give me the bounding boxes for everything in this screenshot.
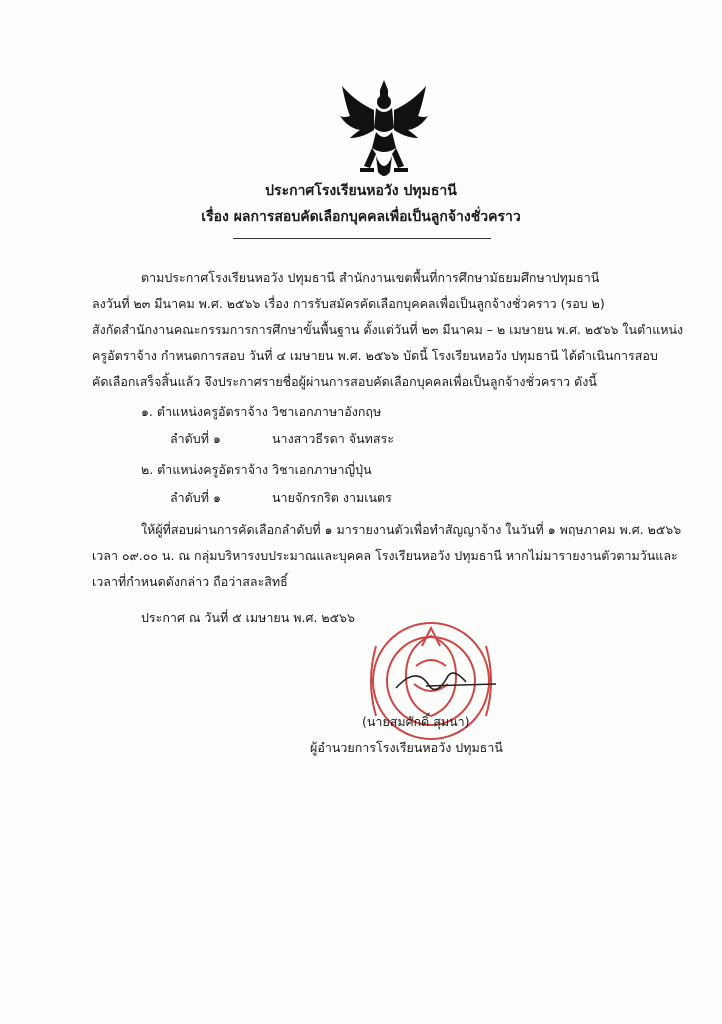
position-heading: ๑. ตำแหน่งครูอัตราจ้าง วิชาเอกภาษาอังกฤษ xyxy=(141,404,382,419)
garuda-emblem-icon xyxy=(336,76,432,186)
document-title: ประกาศโรงเรียนหอวัง ปทุมธานี xyxy=(265,183,457,199)
body-line: ตามประกาศโรงเรียนหอวัง ปทุมธานี สำนักงานเขตพื้นที่การศึกษามัธยมศึกษาปทุมธานี xyxy=(141,270,600,285)
school-seal-icon xyxy=(356,606,506,756)
announcement-date: ประกาศ ณ วันที่ ๕ เมษายน พ.ศ. ๒๕๖๖ xyxy=(141,610,355,625)
rank-label: ลำดับที่ ๑ xyxy=(170,490,221,505)
rank-label: ลำดับที่ ๑ xyxy=(170,431,221,446)
title-divider xyxy=(233,238,491,239)
signatory-name: (นายสมศักดิ์ สุมนา) xyxy=(362,714,470,729)
signatory-position: ผู้อำนวยการโรงเรียนหอวัง ปทุมธานี xyxy=(310,740,503,755)
body-line: ครูอัตราจ้าง กำหนดการสอบ วันที่ ๔ เมษายน พ.ศ. ๒๕๖๖ บัดนี้ โรงเรียนหอวัง ปทุมธานี ได้ดำเนินการสอบ xyxy=(92,348,658,363)
closing-line: เวลาที่กำหนดดังกล่าว ถือว่าสละสิทธิ์ xyxy=(92,574,288,589)
closing-line: เวลา ๐๙.๐๐ น. ณ กลุ่มบริหารงบประมาณและบุคคล โรงเรียนหอวัง ปทุมธานี หากไม่มารายงานตัวตามวันและ xyxy=(92,548,678,563)
closing-line: ให้ผู้ที่สอบผ่านการคัดเลือกลำดับที่ ๑ มารายงานตัวเพื่อทำสัญญาจ้าง ในวันที่ ๑ พฤษภาคม พ.ศ. ๒๕๖๖ xyxy=(141,522,682,537)
body-line: สังกัดสำนักงานคณะกรรมการการศึกษาขั้นพื้นฐาน ตั้งแต่วันที่ ๒๓ มีนาคม – ๒ เมษายน พ.ศ. ๒๕๖๖ ในตำแหน่ง xyxy=(92,322,684,337)
document-subject: เรื่อง ผลการสอบคัดเลือกบุคคลเพื่อเป็นลูกจ้างชั่วคราว xyxy=(201,209,521,225)
position-heading: ๒. ตำแหน่งครูอัตราจ้าง วิชาเอกภาษาญี่ปุ่น xyxy=(141,462,372,477)
body-line: คัดเลือกเสร็จสิ้นแล้ว จึงประกาศรายชื่อผู้ผ่านการสอบคัดเลือกบุคคลเพื่อเป็นลูกจ้างชั่วคราว ดังนี้ xyxy=(92,374,597,389)
candidate-name: นายจักรกริต งามเนตร xyxy=(272,490,392,505)
candidate-name: นางสาวธีรดา จันทสระ xyxy=(272,431,394,446)
body-line: ลงวันที่ ๒๓ มีนาคม พ.ศ. ๒๕๖๖ เรื่อง การรับสมัครคัดเลือกบุคคลเพื่อเป็นลูกจ้างชั่วคราว (รอบ ๒) xyxy=(92,296,605,311)
